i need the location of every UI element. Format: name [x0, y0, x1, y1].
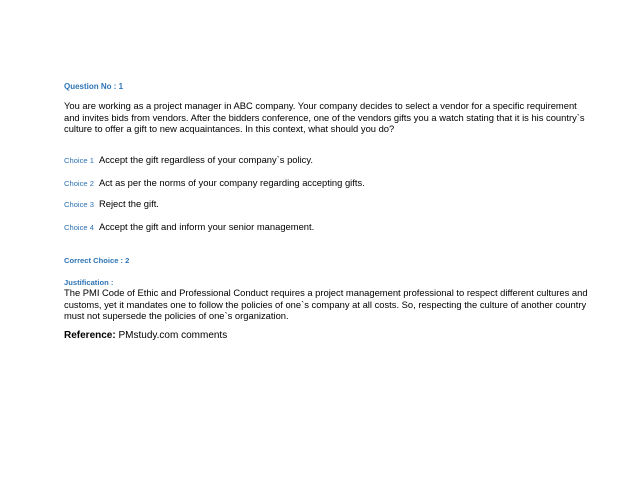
choice-text: Accept the gift regardless of your company`s policy. [98, 154, 313, 165]
choice-text: Accept the gift and inform your senior management. [98, 221, 315, 232]
correct-choice: Correct Choice : 2 [64, 256, 130, 265]
justification-label: Justification : [64, 278, 114, 287]
choice-1[interactable] [64, 154, 313, 165]
choice-text: Reject the gift. [98, 198, 159, 209]
reference-text: PMstudy.com comments [118, 330, 228, 341]
choice-label: Choice 1 [64, 156, 94, 165]
choice-label: Choice 4 [64, 223, 94, 232]
reference [64, 330, 227, 341]
reference-label: Reference: [64, 330, 116, 341]
choice-2[interactable] [64, 177, 365, 188]
choice-label: Choice 2 [64, 179, 94, 188]
question-text: You are working as a project manager in ABC company. Your company decides to select a vendor for a specific requirement and invites bids from vendors. After the bidders conference, one of the vendors gifts you a watch stating that it is his country`s culture to offer a gift to new acquaintances. In this context, what should you do? [64, 100, 585, 135]
choice-text: Act as per the norms of your company regarding accepting gifts. [98, 177, 365, 188]
choice-3[interactable] [64, 198, 159, 209]
question-number: Question No : 1 [64, 82, 124, 91]
justification-text: The PMI Code of Ethic and Professional Conduct requires a project management professional to respect different cultures and customs, yet it mandates one to follow the policies of one`s company at all costs. So, respecting the culture of another country must not supersede the policies of one`s organization. [64, 287, 588, 322]
choice-4[interactable] [64, 221, 314, 232]
choice-label: Choice 3 [64, 200, 94, 209]
